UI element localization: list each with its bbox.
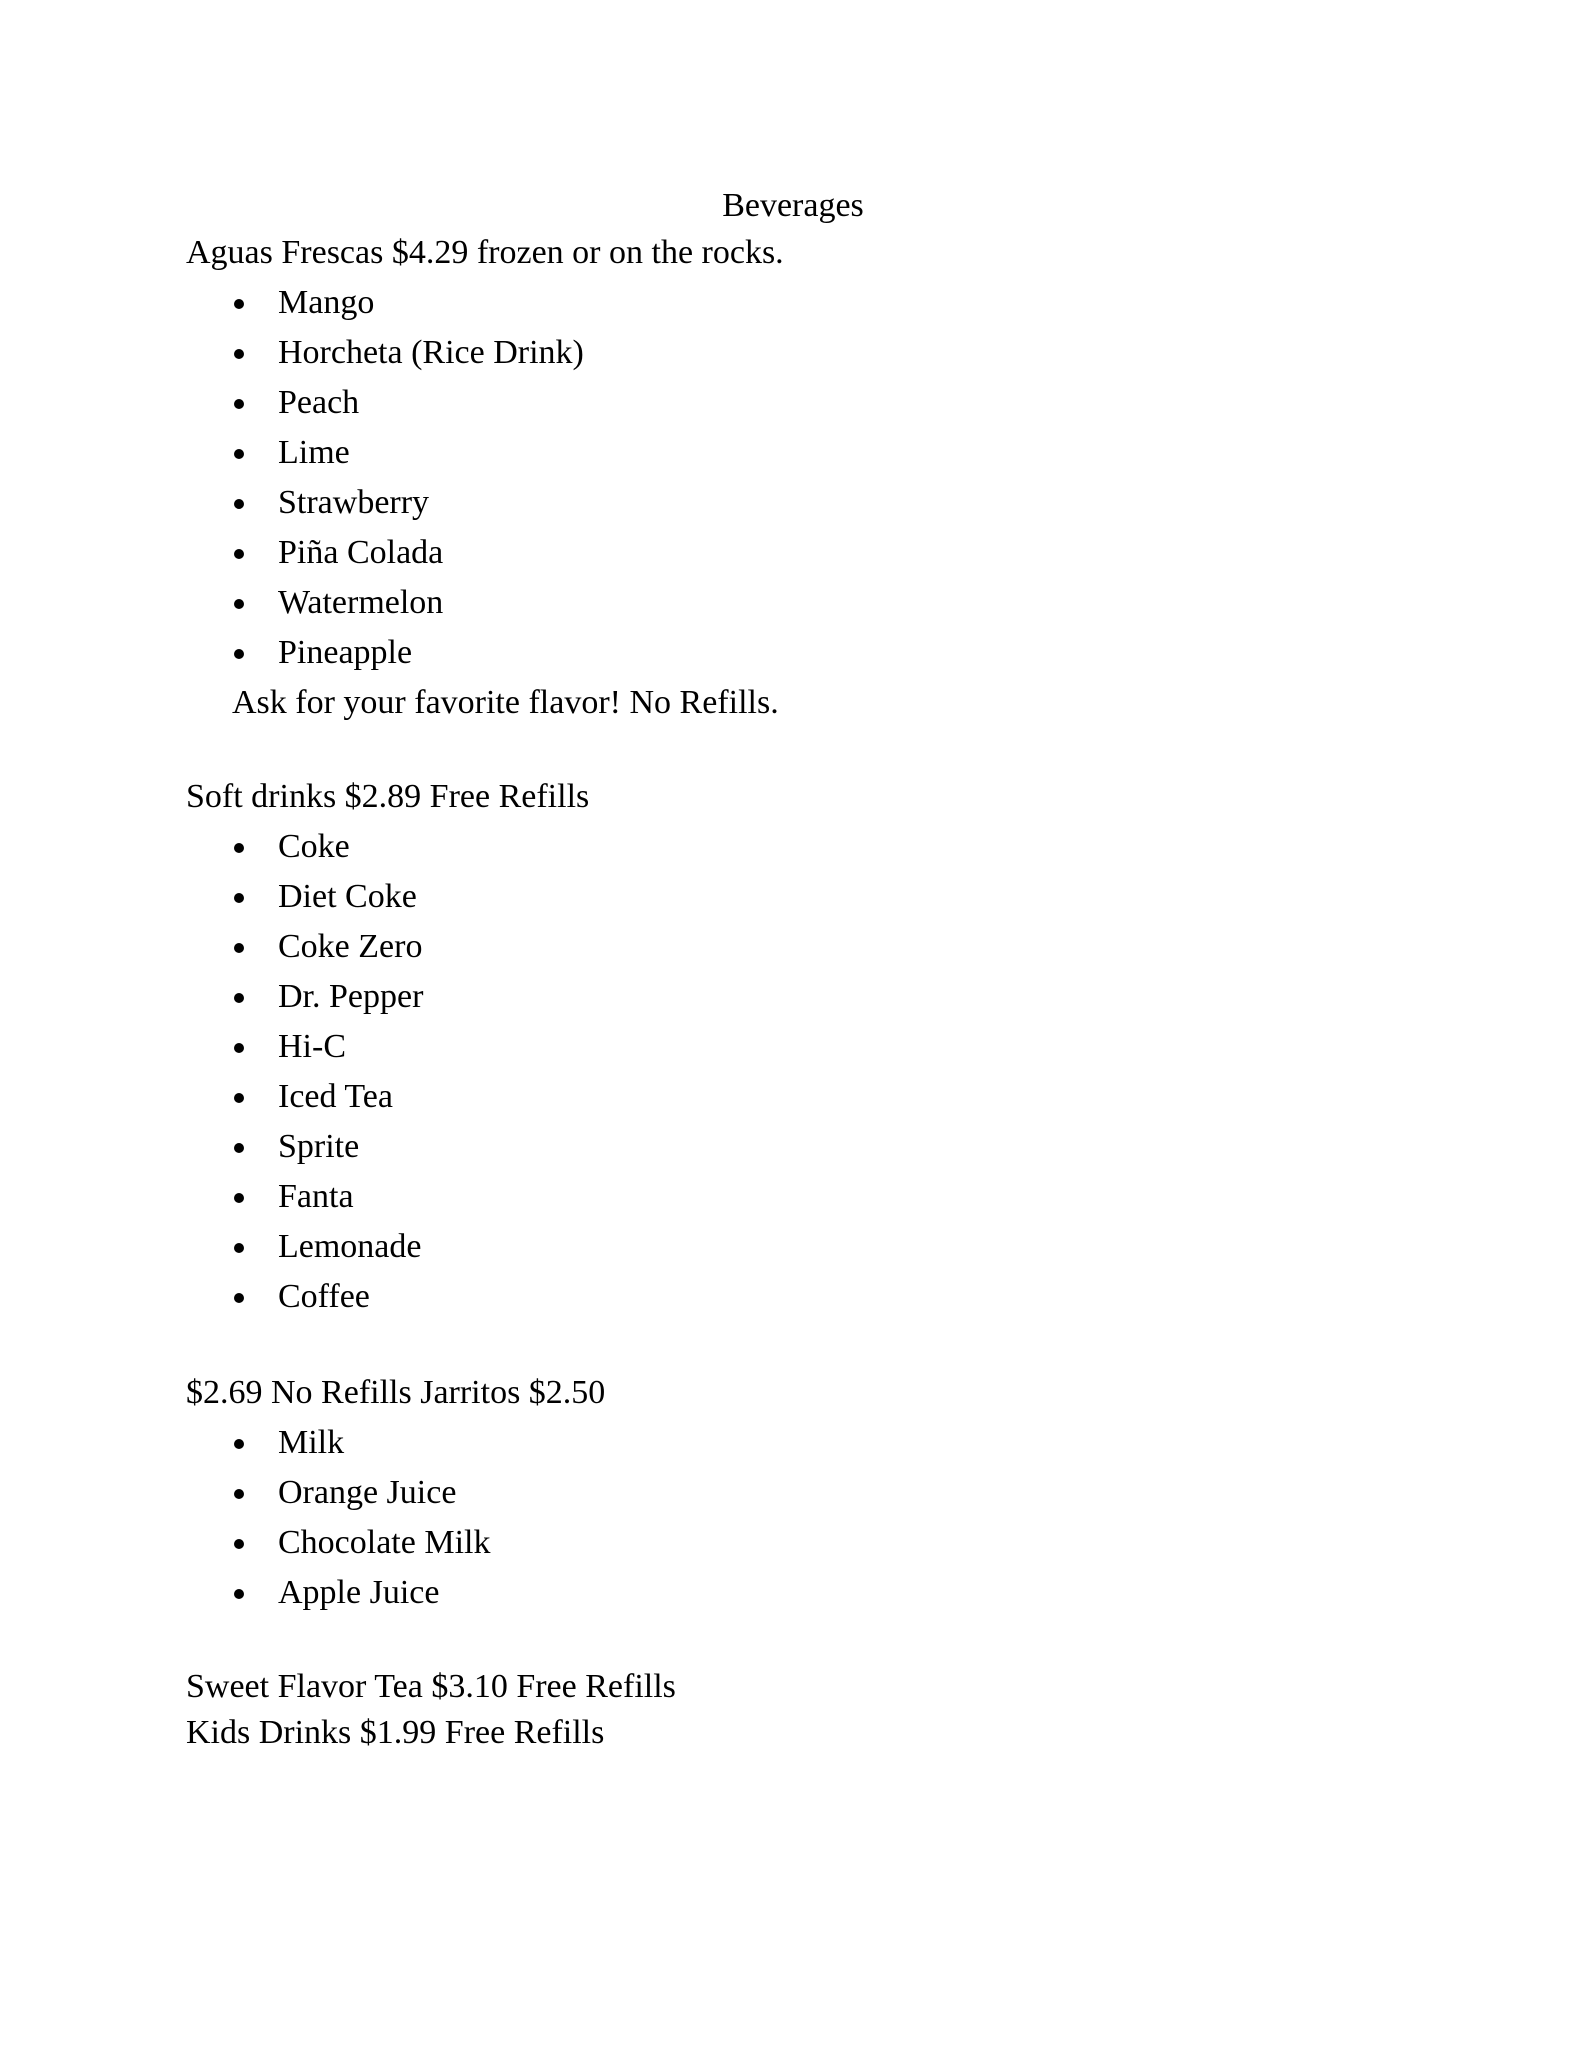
list-item: Dr. Pepper bbox=[186, 972, 589, 1022]
bullet-icon bbox=[234, 1489, 244, 1499]
bullet-icon bbox=[234, 499, 244, 509]
bullet-icon bbox=[234, 1093, 244, 1103]
list-item: Orange Juice bbox=[186, 1468, 605, 1518]
bullet-icon bbox=[234, 943, 244, 953]
list-item: Coke bbox=[186, 822, 589, 872]
aguas-frescas-heading: Aguas Frescas $4.29 frozen or on the rocks. bbox=[186, 234, 784, 271]
list-item: Piña Colada bbox=[186, 528, 784, 578]
kids-drinks-line: Kids Drinks $1.99 Free Refills bbox=[186, 1714, 605, 1751]
sweet-tea-line: Sweet Flavor Tea $3.10 Free Refills bbox=[186, 1668, 676, 1705]
bullet-icon bbox=[234, 1439, 244, 1449]
list-item: Coffee bbox=[186, 1272, 589, 1322]
aguas-frescas-note: Ask for your favorite flavor! No Refills. bbox=[232, 684, 779, 721]
aguas-frescas-section bbox=[186, 228, 784, 728]
bullet-icon bbox=[234, 1193, 244, 1203]
list-item: Pineapple bbox=[186, 628, 784, 678]
bullet-icon bbox=[234, 599, 244, 609]
soft-drinks-section bbox=[186, 772, 589, 1322]
bullet-icon bbox=[234, 649, 244, 659]
bullet-icon bbox=[234, 1293, 244, 1303]
bullet-icon bbox=[234, 1143, 244, 1153]
bullet-icon bbox=[234, 1539, 244, 1549]
list-item: Coke Zero bbox=[186, 922, 589, 972]
bullet-icon bbox=[234, 1043, 244, 1053]
list-item: Milk bbox=[186, 1418, 605, 1468]
bullet-icon bbox=[234, 1243, 244, 1253]
list-item: Peach bbox=[186, 378, 784, 428]
bullet-icon bbox=[234, 449, 244, 459]
bullet-icon bbox=[234, 549, 244, 559]
list-item: Diet Coke bbox=[186, 872, 589, 922]
list-item: Horcheta (Rice Drink) bbox=[186, 328, 784, 378]
other-drinks-section bbox=[186, 1368, 605, 1618]
other-drinks-heading: $2.69 No Refills Jarritos $2.50 bbox=[186, 1374, 606, 1411]
page-title: Beverages bbox=[722, 187, 864, 224]
list-item: Lemonade bbox=[186, 1222, 589, 1272]
list-item: Fanta bbox=[186, 1172, 589, 1222]
bullet-icon bbox=[234, 1589, 244, 1599]
bullet-icon bbox=[234, 299, 244, 309]
bullet-icon bbox=[234, 993, 244, 1003]
list-item: Watermelon bbox=[186, 578, 784, 628]
list-item: Strawberry bbox=[186, 478, 784, 528]
bullet-icon bbox=[234, 893, 244, 903]
list-item: Apple Juice bbox=[186, 1568, 605, 1618]
soft-drinks-heading: Soft drinks $2.89 Free Refills bbox=[186, 778, 590, 815]
bullet-icon bbox=[234, 843, 244, 853]
list-item: Hi-C bbox=[186, 1022, 589, 1072]
bullet-icon bbox=[234, 349, 244, 359]
list-item: Lime bbox=[186, 428, 784, 478]
list-item: Mango bbox=[186, 278, 784, 328]
footer-section bbox=[186, 1664, 676, 1756]
list-item: Iced Tea bbox=[186, 1072, 589, 1122]
list-item: Sprite bbox=[186, 1122, 589, 1172]
bullet-icon bbox=[234, 399, 244, 409]
list-item: Chocolate Milk bbox=[186, 1518, 605, 1568]
